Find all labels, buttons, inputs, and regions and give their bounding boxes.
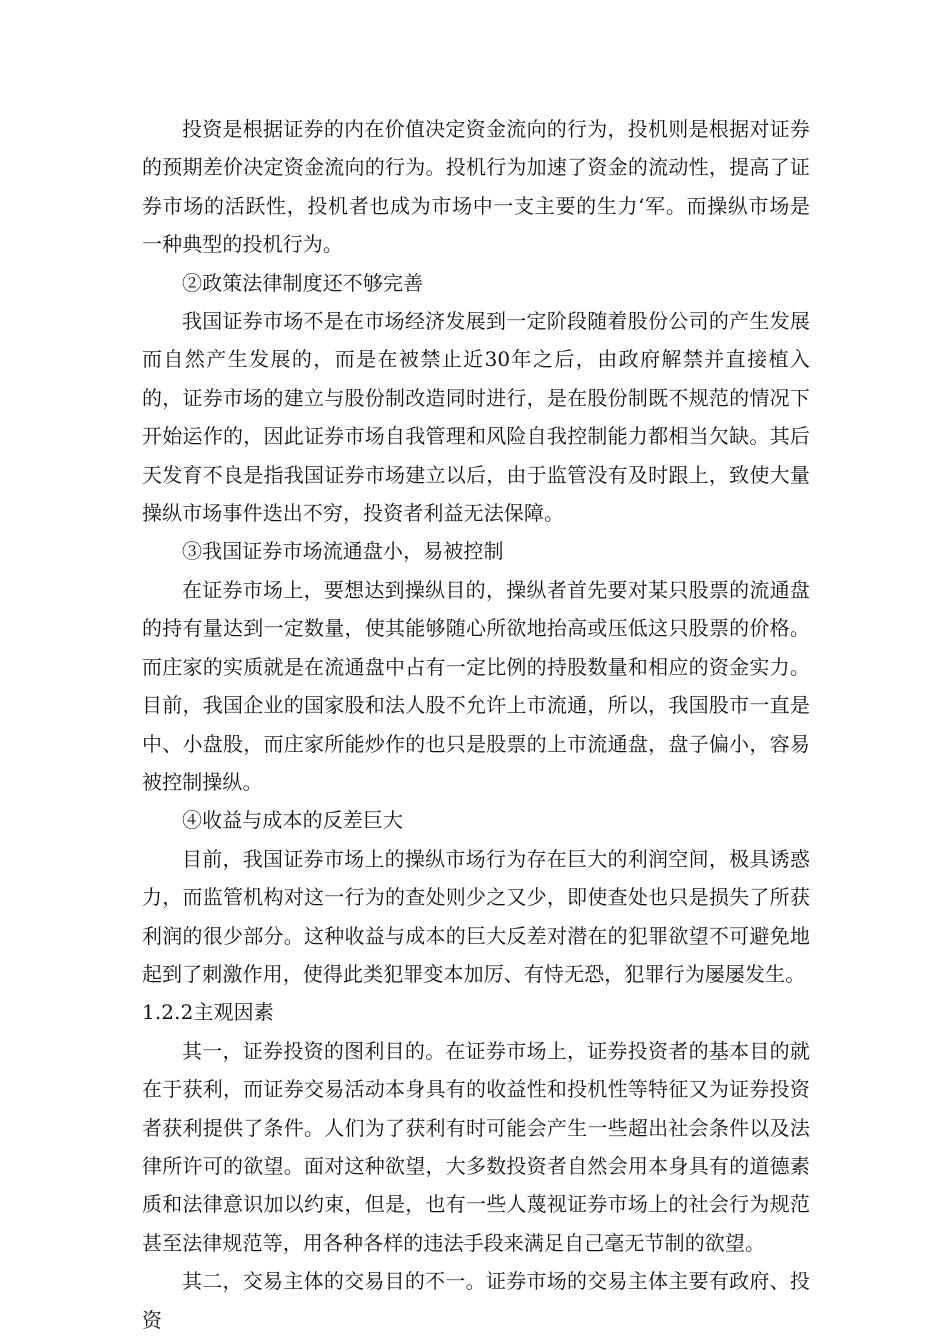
body-paragraph: 在证券市场上，要想达到操纵目的，操纵者首先要对某只股票的流通盘的持有量达到一定数量，使其能够随心所欲地抬高或压低这只股票的价格。而庄家的实质就是在流通盘中占有一定比例的持股数量和相应的资金实力。目前，我国企业的国家股和法人股不允许上市流通，所以，我国股市一直是中、小盘股，而庄家所能炒作的也只是股票的上市流通盘，盘子偏小，容易被控制操纵。 [142, 577, 810, 794]
document-page [142, 110, 810, 1339]
body-paragraph: 其二，交易主体的交易目的不一。证券市场的交易主体主要有政府、投资 [142, 1269, 810, 1332]
subheading: ②政策法律制度还不够完善 [182, 270, 424, 295]
section-heading: 1.2.2主观因素 [142, 1000, 274, 1025]
subheading: ④收益与成本的反差巨大 [182, 808, 404, 833]
body-paragraph: 我国证券市场不是在市场经济发展到一定阶段随着股份公司的产生发展而自然产生发展的，而是在被禁止近30年之后，由政府解禁并直接植入的，证券市场的建立与股份制改造同时进行，是在股份制既不规范的情况下开始运作的，因此证券市场自我管理和风险自我控制能力都相当欠缺。其后天发育不良是指我国证券市场建立以后，由于监管没有及时跟上，致使大量操纵市场事件迭出不穷，投资者利益无法保障。 [142, 309, 810, 526]
subheading: ③我国证券市场流通盘小，易被控制 [182, 539, 504, 564]
body-paragraph: 目前，我国证券市场上的操纵市场行为存在巨大的利润空间，极具诱惑力，而监管机构对这一行为的查处则少之又少，即使查处也只是损失了所获利润的很少部分。这种收益与成本的巨大反差对潜在的犯罪欲望不可避免地起到了刺激作用，使得此类犯罪变本加厉、有恃无恐，犯罪行为屡屡发生。 [142, 846, 810, 986]
body-paragraph: 其一，证券投资的图利目的。在证券市场上，证券投资者的基本目的就在于获利，而证券交易活动本身具有的收益性和投机性等特征又为证券投资者获利提供了条件。人们为了获利有时可能会产生一些超出社会条件以及法律所许可的欲望。面对这种欲望，大多数投资者自然会用本身具有的道德素质和法律意识加以约束，但是，也有一些人蔑视证券市场上的社会行为规范甚至法律规范等，用各种各样的违法手段来满足自己毫无节制的欲望。 [142, 1038, 810, 1255]
body-paragraph: 投资是根据证券的内在价值决定资金流向的行为，投机则是根据对证券的预期差价决定资金流向的行为。投机行为加速了资金的流动性，提高了证券市场的活跃性，投机者也成为市场中一支主要的生力‘军。而操纵市场是一种典型的投机行为。 [142, 117, 810, 257]
